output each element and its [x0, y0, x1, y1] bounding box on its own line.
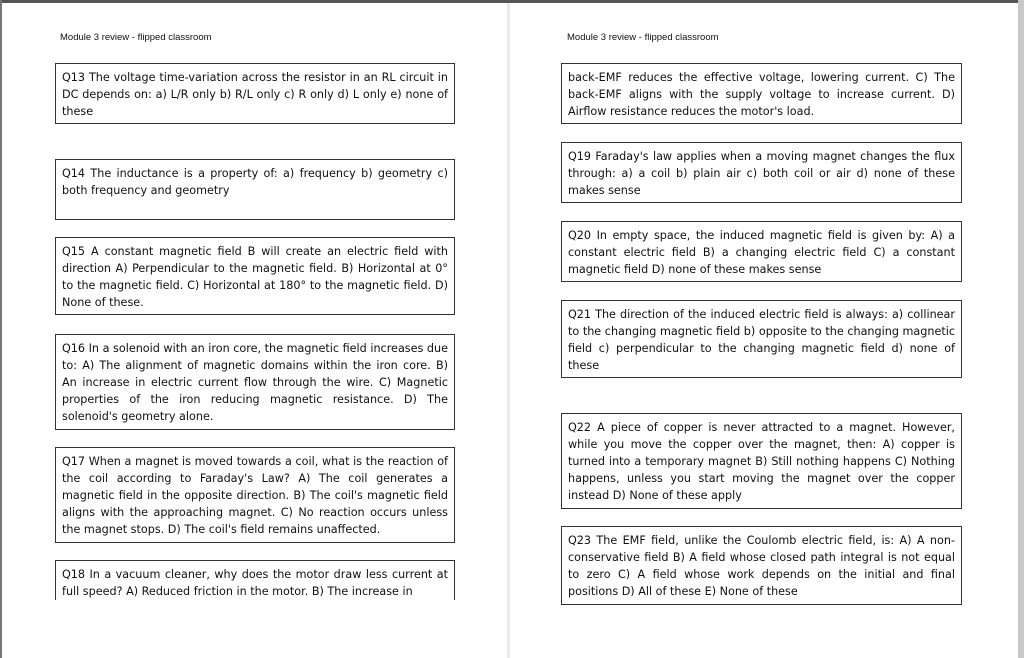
- question-box-q20: Q20 In empty space, the induced magnetic field is given by: A) a constant electric field B) a changing electric field C) a constant magnetic field D) none of these makes sense: [561, 221, 962, 282]
- question-box-q16: Q16 In a solenoid with an iron core, the magnetic field increases due to: A) The alignment of magnetic domains within the iron core. B) An increase in electric current flow through the wire. C) Magnetic properties of the iron reducing magnetic resistance. D) The solenoid's geometry alone.: [55, 334, 455, 430]
- scrollbar-track[interactable]: [1018, 0, 1024, 658]
- question-box-q21: Q21 The direction of the induced electric field is always: a) collinear to the changing magnetic field b) opposite to the changing magnetic field c) perpendicular to the changing magnetic field d) none of these: [561, 300, 962, 378]
- question-box-q22: Q22 A piece of copper is never attracted to a magnet. However, while you move the copper over the magnet, then: A) copper is turned into a temporary magnet B) Still nothing happens C) Nothing happens, unless you start moving the magnet over the copper instead D) None of these apply: [561, 413, 962, 509]
- page-header-left: Module 3 review - flipped classroom: [60, 32, 212, 43]
- question-box-q14: Q14 The inductance is a property of: a) frequency b) geometry c) both frequency and geometry: [55, 159, 455, 220]
- question-box-q15: Q15 A constant magnetic field B will create an electric field with direction A) Perpendicular to the magnetic field. B) Horizontal at 0° to the magnetic field. C) Horizontal at 180° to the magnetic field. D) None of these.: [55, 237, 455, 315]
- question-box-q13: Q13 The voltage time-variation across the resistor in an RL circuit in DC depends on: a) L/R only b) R/L only c) R only d) L only e) none of these: [55, 63, 455, 124]
- question-box-q19: Q19 Faraday's law applies when a moving magnet changes the flux through: a) a coil b) plain air c) both coil or air d) none of these makes sense: [561, 142, 962, 203]
- question-box-q23: Q23 The EMF field, unlike the Coulomb electric field, is: A) A non-conservative field B) A field whose closed path integral is not equal to zero C) A field whose work depends on the initial and final positions D) All of these E) None of these: [561, 526, 962, 605]
- page-header-right: Module 3 review - flipped classroom: [567, 32, 719, 43]
- question-box-q18-continued: back-EMF reduces the effective voltage, lowering current. C) The back-EMF aligns with the supply voltage to increase current. D) Airflow resistance reduces the motor's load.: [561, 63, 962, 124]
- question-box-q18: Q18 In a vacuum cleaner, why does the motor draw less current at full speed? A) Reduced friction in the motor. B) The increase in: [55, 560, 455, 600]
- question-box-q17: Q17 When a magnet is moved towards a coil, what is the reaction of the coil according to Faraday's Law? A) The coil generates a magnetic field in the opposite direction. B) The coil's magnetic field aligns with the approaching magnet. C) No reaction occurs unless the magnet stops. D) The coil's field remains unaffected.: [55, 447, 455, 543]
